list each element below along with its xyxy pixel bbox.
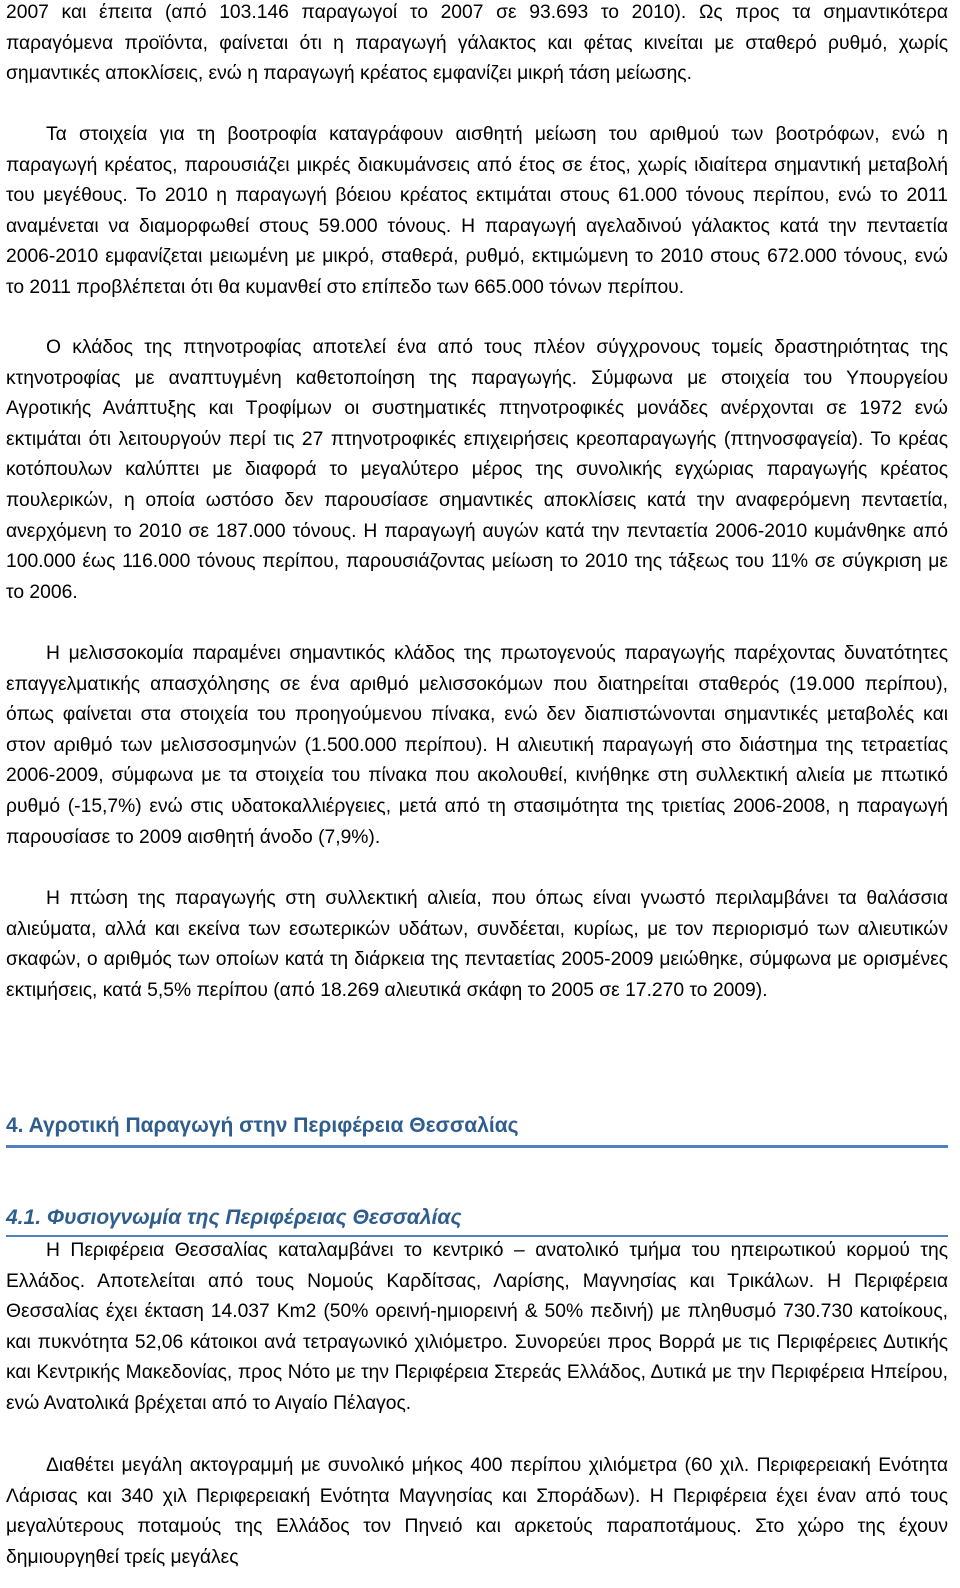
- paragraph-production-trends: 2007 και έπειτα (από 103.146 παραγωγοί το 2007 σε 93.693 το 2010). Ως προς τα σημαντικότερα παραγόμενα προϊόντα, φαίνεται ότι η παραγωγή γάλακτος και φέτας κινείται με σταθερό ρυθμό, χωρίς σημαντικές αποκλίσεις, ενώ η παραγωγή κρέατος εμφανίζει μικρή τάση μείωσης.: [6, 2, 948, 85]
- section-heading-agricultural-production: 4. Αγροτική Παραγωγή στην Περιφέρεια Θεσσαλίας: [6, 1113, 948, 1148]
- paragraph-beekeeping-fisheries: Η μελισσοκομία παραμένει σημαντικός κλάδος της πρωτογενούς παραγωγής παρέχοντας δυνατότητες επαγγελματικής απασχόλησης σε ένα αριθμό μελισσοκόμων που διατηρείται σταθερός (19.000 περίπου), όπως φαίνεται στα στοιχεία του προηγούμενου πίνακα, ενώ δεν διαπιστώνονται σημαντικές μεταβολές και στον αριθμό των μελισσοσμηνών (1.500.000 περίπου). Η αλιευτική παραγωγή στο διάστημα της τετραετίας 2006-2009, σύμφωνα με τα στοιχεία του πίνακα που ακολουθεί, κινήθηκε στη συλλεκτική αλιεία με πτωτικό ρυθμό (-15,7%) ενώ στις υδατοκαλλιέργειες, μετά από τη στασιμότητα της τριετίας 2006-2008, η παραγωγή παρουσίασε το 2009 αισθητή άνοδο (7,9%).: [6, 643, 948, 848]
- paragraph-fishing-decline: Η πτώση της παραγωγής στη συλλεκτική αλιεία, που όπως είναι γνωστό περιλαμβάνει τα θαλάσσια αλιεύματα, αλλά και εκείνα των εσωτερικών υδάτων, συνδέεται, κυρίως, με τον περιορισμό των αλιευτικών σκαφών, ο αριθμός των οποίων κατά τη διάρκεια της πενταετίας 2005-2009 μειώθηκε, σύμφωνα με ορισμένες εκτιμήσεις, κατά 5,5% περίπου (από 18.269 αλιευτικά σκάφη το 2005 σε 17.270 το 2009).: [6, 888, 948, 1001]
- paragraph-thessaly-region: Η Περιφέρεια Θεσσαλίας καταλαμβάνει το κεντρικό – ανατολικό τμήμα του ηπειρωτικού κορμού της Ελλάδος. Αποτελείται από τους Νομούς Καρδίτσας, Λαρίσης, Μαγνησίας και Τρικάλων. Η Περιφέρεια Θεσσαλίας έχει έκταση 14.037 Km2 (50% ορεινή-ημιορεινή & 50% πεδινή) με πληθυσμό 730.730 κατοίκους, και πυκνότητα 52,06 κάτοικοι ανά τετραγωνικό χιλιόμετρο. Συνορεύει προς Βορρά με τις Περιφέρειες Δυτικής και Κεντρικής Μακεδονίας, προς Νότο με την Περιφέρεια Στερεάς Ελλάδος, Δυτικά με την Περιφέρεια Ηπείρου, ενώ Ανατολικά βρέχεται από το Αιγαίο Πέλαγος.: [6, 1240, 948, 1414]
- paragraph-coastline-rivers: Διαθέτει μεγάλη ακτογραμμή με συνολικό μήκος 400 περίπου χιλιόμετρα (60 χιλ. Περιφερειακή Ενότητα Λάρισας και 340 χιλ Περιφερειακή Ενότητα Μαγνησίας και Σποράδων). Η Περιφέρεια έχει έναν από τους μεγαλύτερους ποταμούς της Ελλάδος τον Πηνειό και αρκετούς παραποτάμους. Στο χώρο της έχουν δημιουργηθεί τρείς μεγάλες: [6, 1455, 948, 1568]
- paragraph-poultry-farming: Ο κλάδος της πτηνοτροφίας αποτελεί ένα από τους πλέον σύγχρονους τομείς δραστηριότητας της κτηνοτροφίας με αναπτυγμένη καθετοποίηση της παραγωγής. Σύμφωνα με στοιχεία του Υπουργείου Αγροτικής Ανάπτυξης και Τροφίμων οι συστηματικές πτηνοτροφικές μονάδες ανέρχονται σε 1972 ενώ εκτιμάται ότι λειτουργούν περί τις 27 πτηνοτροφικές επιχειρήσεις κρεοπαραγωγής (πτηνοσφαγεία). Το κρέας κοτόπουλων καλύπτει με διαφορά το μεγαλύτερο μέρος της συνολικής εγχώριας παραγωγής κρέατος πουλερικών, η οποία ωστόσο δεν παρουσίασε σημαντικές αποκλίσεις κατά την αναφερόμενη πενταετία, ανερχόμενη το 2010 σε 187.000 τόνους. Η παραγωγή αυγών κατά την πενταετία 2006-2010 κυμάνθηκε από 100.000 έως 116.000 τόνους περίπου, παρουσιάζοντας μείωση το 2010 της τάξεως του 11% σε σύγκριση με το 2006.: [6, 337, 948, 603]
- paragraph-cattle-farming: Τα στοιχεία για τη βοοτροφία καταγράφουν αισθητή μείωση του αριθμού των βοοτρόφων, ενώ η παραγωγή κρέατος, παρουσιάζει μικρές διακυμάνσεις από έτος σε έτος, χωρίς ιδιαίτερα σημαντική μεταβολή του μεγέθους. Το 2010 η παραγωγή βόειου κρέατος εκτιμάται στους 61.000 τόνους περίπου, ενώ το 2011 αναμένεται να διαμορφωθεί στους 59.000 τόνους. Η παραγωγή αγελαδινού γάλακτος κατά την πενταετία 2006-2010 εμφανίζεται μειωμένη με μικρό, σταθερά, ρυθμό, εκτιμώμενη το 2010 στους 672.000 τόνους, ενώ το 2011 προβλέπεται ότι θα κυμανθεί στο επίπεδο των 665.000 τόνων περίπου.: [6, 124, 948, 298]
- subsection-heading-region-profile: 4.1. Φυσιογνωμία της Περιφέρειας Θεσσαλίας: [6, 1205, 948, 1237]
